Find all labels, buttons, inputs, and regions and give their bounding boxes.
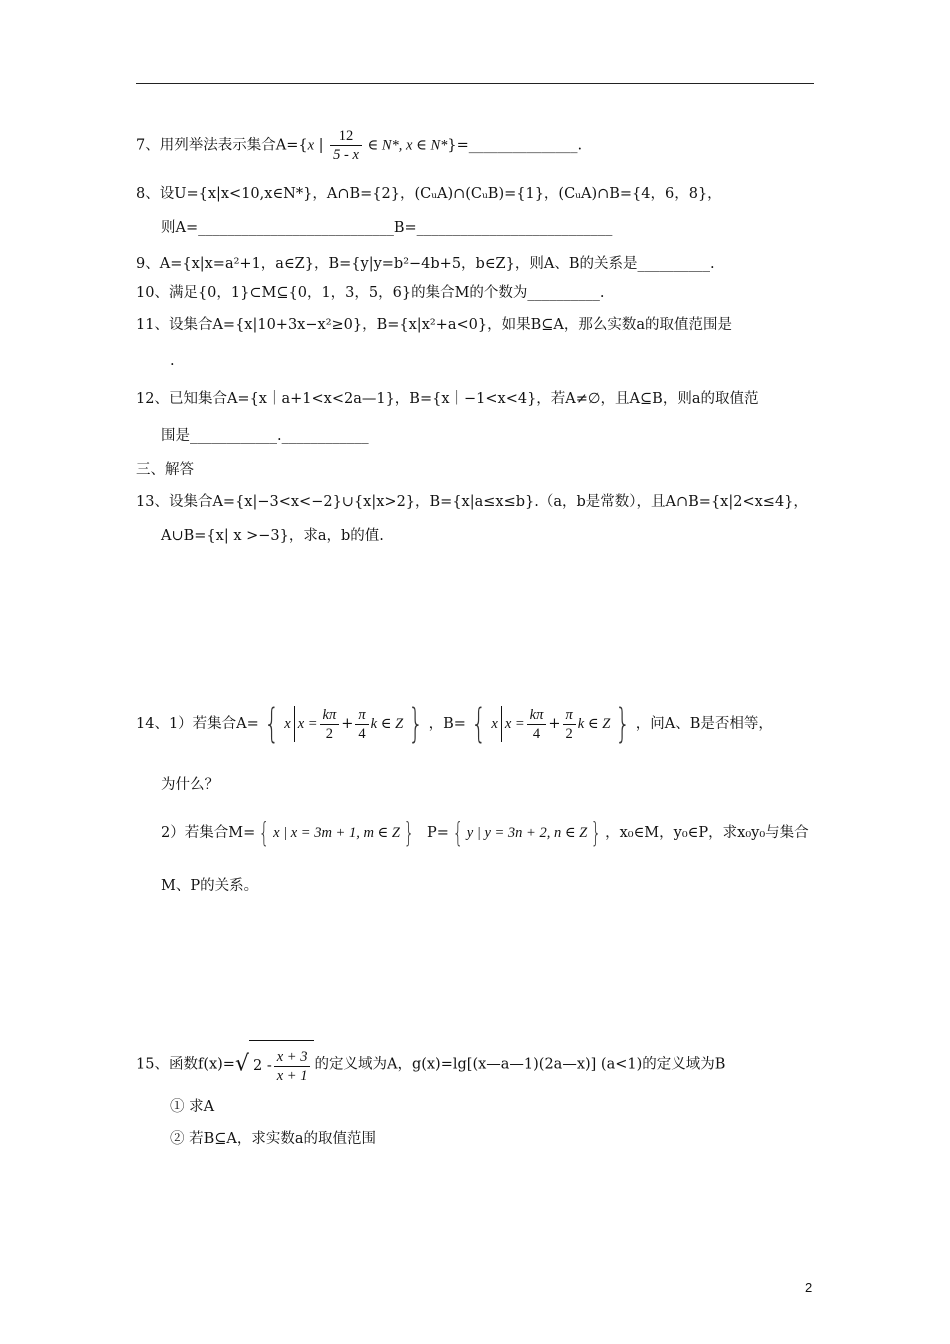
question-14-relation: M、P的关系。 — [161, 878, 259, 894]
left-brace-icon: { — [258, 816, 270, 849]
question-13-line1: 13、设集合A={x|−3<x<−2}∪{x|x>2}，B={x|a≤x≤b}.（a，b是常数），且A∩B={x|2<x≤4}， — [136, 494, 808, 510]
right-brace-icon: } — [615, 701, 631, 747]
page-number: 2 — [805, 1280, 813, 1295]
q14a-plus: + — [341, 716, 354, 732]
q14a-frac2 — [355, 706, 368, 743]
q15-numerator: x + 3 — [274, 1048, 311, 1067]
q14a-frac2-num: π — [355, 706, 368, 725]
q15-prefix: 15、函数f(x)= — [136, 1056, 235, 1073]
q14c-mid: P= — [427, 825, 449, 841]
question-11-line2: . — [170, 353, 175, 369]
q14c-prefix: 2）若集合M= — [161, 825, 256, 841]
question-11-line1: 11、设集合A={x|10+3x−x²≥0}，B={x|x²+a<0}，如果B⊆A，那么实数a的取值范围是 — [136, 317, 732, 333]
question-13-line2: A∪B={x| x >−3}，求a，b的值. — [161, 528, 384, 544]
left-brace-icon: { — [263, 701, 280, 747]
q14b-frac2-den: 2 — [565, 725, 573, 742]
question-15-part1: ① 求A — [170, 1099, 215, 1115]
q14a-bar — [294, 706, 295, 742]
q7-denominator: 5 - x — [333, 147, 359, 163]
q14b-var: x — [491, 716, 498, 732]
q7-bar: | — [314, 137, 329, 154]
question-15 — [136, 1040, 725, 1089]
q14a-frac1-num: kπ — [320, 706, 340, 725]
q15-fraction — [274, 1048, 311, 1085]
question-9: 9、A={x|x=a²+1，a∈Z}，B={y|y=b²−4b+5，b∈Z}，则A、B的关系是__________. — [136, 256, 715, 272]
q14-prefix: 14、1）若集合A= — [136, 716, 259, 732]
q14a-var: x — [284, 716, 291, 732]
section-heading: 三、解答 — [136, 462, 194, 478]
q14a-frac2-den: 4 — [358, 725, 366, 742]
question-14-part1 — [136, 702, 773, 746]
question-14-part2 — [161, 813, 809, 853]
q14b-frac1-num: kπ — [527, 706, 547, 725]
question-8-line1: 8、设U={x|x<10,x∈N*}，A∩B={2}，(CᵤA)∩(CᵤB)={1}，(CᵤA)∩B={4，6，8}， — [136, 186, 722, 202]
left-brace-icon: { — [452, 816, 464, 849]
q14b-frac2 — [563, 706, 576, 743]
sqrt-icon: √ 2 - $\frac{x + 3}{x + 1}$ — [235, 1040, 315, 1089]
q7-condition: ∈ N*, x ∈ N* — [363, 137, 448, 154]
q7-suffix: }=_______________. — [447, 137, 583, 154]
question-12-line1: 12、已知集合A={x｜a+1<x<2a—1}，B={x｜−1<x<4}，若A≠∅，且A⊆B，则a的取值范 — [136, 391, 759, 407]
q7-prefix: 7、用列举法表示集合A={ — [136, 137, 308, 154]
q14c-suffix: ，x₀∈M，y₀∈P，求x₀y₀与集合 — [605, 825, 809, 841]
q14b-tail: k ∈ Z — [577, 716, 611, 732]
question-7 — [136, 127, 582, 164]
q7-numerator: 12 — [330, 127, 362, 146]
q14c-m-set: x | x = 3m + 1, m ∈ Z — [273, 825, 400, 841]
q14b-frac1-den: 4 — [532, 725, 541, 742]
q7-fraction — [330, 127, 362, 164]
q14-suffix: ，问A、B是否相等， — [635, 716, 773, 732]
question-12-line2: 围是____________.____________ — [161, 428, 369, 444]
q14-mid: ，B= — [428, 716, 466, 732]
q14a-tail: k ∈ Z — [370, 716, 404, 732]
right-brace-icon: } — [590, 816, 602, 849]
q14b-bar — [501, 706, 502, 742]
q7-var: x — [307, 137, 315, 154]
q15-denominator: x + 1 — [276, 1067, 308, 1084]
question-15-part2: ② 若B⊆A，求实数a的取值范围 — [170, 1131, 377, 1147]
q14b-frac2-num: π — [563, 706, 576, 725]
question-10: 10、满足{0，1}⊂M⊆{0，1，3，5，6}的集合M的个数为__________. — [136, 285, 605, 301]
q14b-eq: x = — [504, 716, 525, 732]
q15-suffix: 的定义域为A，g(x)=lg[(x—a—1)(2a—x)] (a<1)的定义域为B — [314, 1056, 726, 1073]
q14a-eq: x = — [297, 716, 318, 732]
question-8-line2: 则A=___________________________B=___________________________ — [161, 220, 613, 236]
header-rule — [136, 83, 814, 84]
left-brace-icon: { — [471, 701, 487, 747]
q14a-frac1-den: 2 — [325, 725, 334, 742]
q15-radicand-prefix: 2 - — [253, 1058, 272, 1074]
q14a-frac1 — [320, 706, 340, 743]
right-brace-icon: } — [403, 816, 415, 849]
q14b-frac1 — [527, 706, 547, 743]
right-brace-icon: } — [408, 701, 424, 747]
q14b-plus: + — [548, 716, 561, 732]
q14c-p-set: y | y = 3n + 2, n ∈ Z — [466, 825, 588, 841]
question-14-why: 为什么？ — [161, 777, 219, 793]
